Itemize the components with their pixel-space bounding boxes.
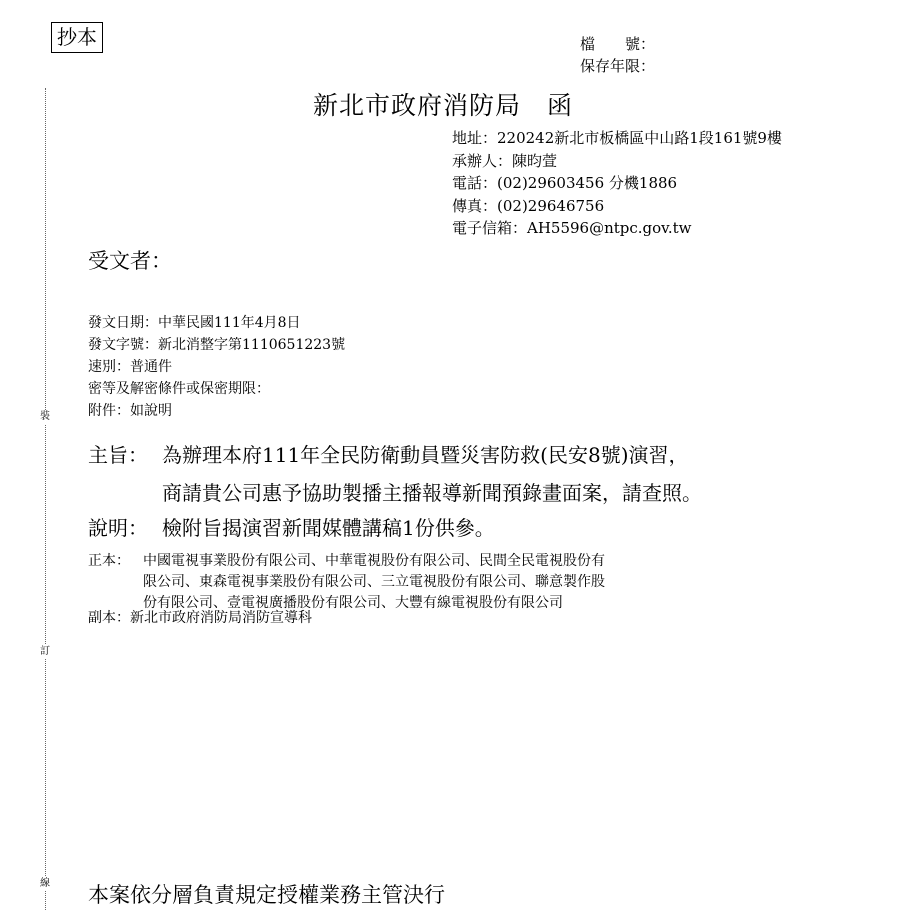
contact-email: 電子信箱：AH5596@ntpc.gov.tw: [452, 219, 692, 237]
meta-block: [88, 312, 345, 422]
contact-fax: 傳真：(02)29646756: [452, 196, 605, 215]
main-recipients-line: 限公司、東森電視事業股份有限公司、三立電視股份有限公司、聯意製作股: [143, 574, 605, 590]
file-info: [580, 33, 655, 77]
recipient-label: 受文者：: [88, 249, 172, 273]
file-number-label: 檔 號：: [580, 35, 656, 53]
document-number: 發文字號：新北消整字第1110651223號: [88, 337, 346, 353]
contact-block: [452, 127, 782, 240]
subject-text-line-2: 商請貴公司惠予協助製播主播報導新聞預錄畫面案，請查照。: [162, 481, 702, 505]
main-recipients-line: 份有限公司、壹電視廣播股份有限公司、大豐有線電視股份有限公司: [143, 595, 563, 611]
copy-stamp: 抄本: [51, 22, 103, 53]
binding-mark-xian: 線: [40, 878, 50, 889]
description-label: 說明：: [88, 516, 148, 540]
speed-class: 速別：普通件: [88, 359, 172, 375]
binding-mark-ding: 訂: [40, 646, 50, 657]
subject-text-line-1: 為辦理本府111年全民防衛動員暨災害防救(民安8號)演習，: [162, 443, 689, 467]
authorization-note: 本案依分層負責規定授權業務主管決行: [88, 883, 445, 907]
copy-recipients: 副本：新北市政府消防局消防宣導科: [88, 610, 312, 626]
attachment: 附件：如說明: [88, 403, 172, 419]
binding-mark-zhuang: 裝: [40, 411, 50, 422]
document-title: 新北市政府消防局 函: [313, 91, 574, 120]
retention-label: 保存年限：: [580, 57, 656, 75]
main-recipients-list: [143, 551, 605, 614]
contact-address: 地址：220242新北市板橋區中山路1段161號9樓: [452, 129, 782, 147]
contact-handler: 承辦人：陳昀萱: [452, 151, 558, 170]
description-text: 檢附旨揭演習新聞媒體講稿1份供參。: [162, 516, 495, 540]
subject-label: 主旨：: [88, 443, 148, 467]
issue-date: 發文日期：中華民國111年4月8日: [88, 315, 301, 331]
security-level: 密等及解密條件或保密期限：: [88, 381, 270, 397]
contact-phone: 電話：(02)29603456 分機1886: [452, 174, 678, 192]
main-recipients-label: 正本：: [88, 553, 130, 569]
binding-line: [45, 88, 46, 910]
main-recipients-line: 中國電視事業股份有限公司、中華電視股份有限公司、民間全民電視股份有: [143, 553, 605, 569]
